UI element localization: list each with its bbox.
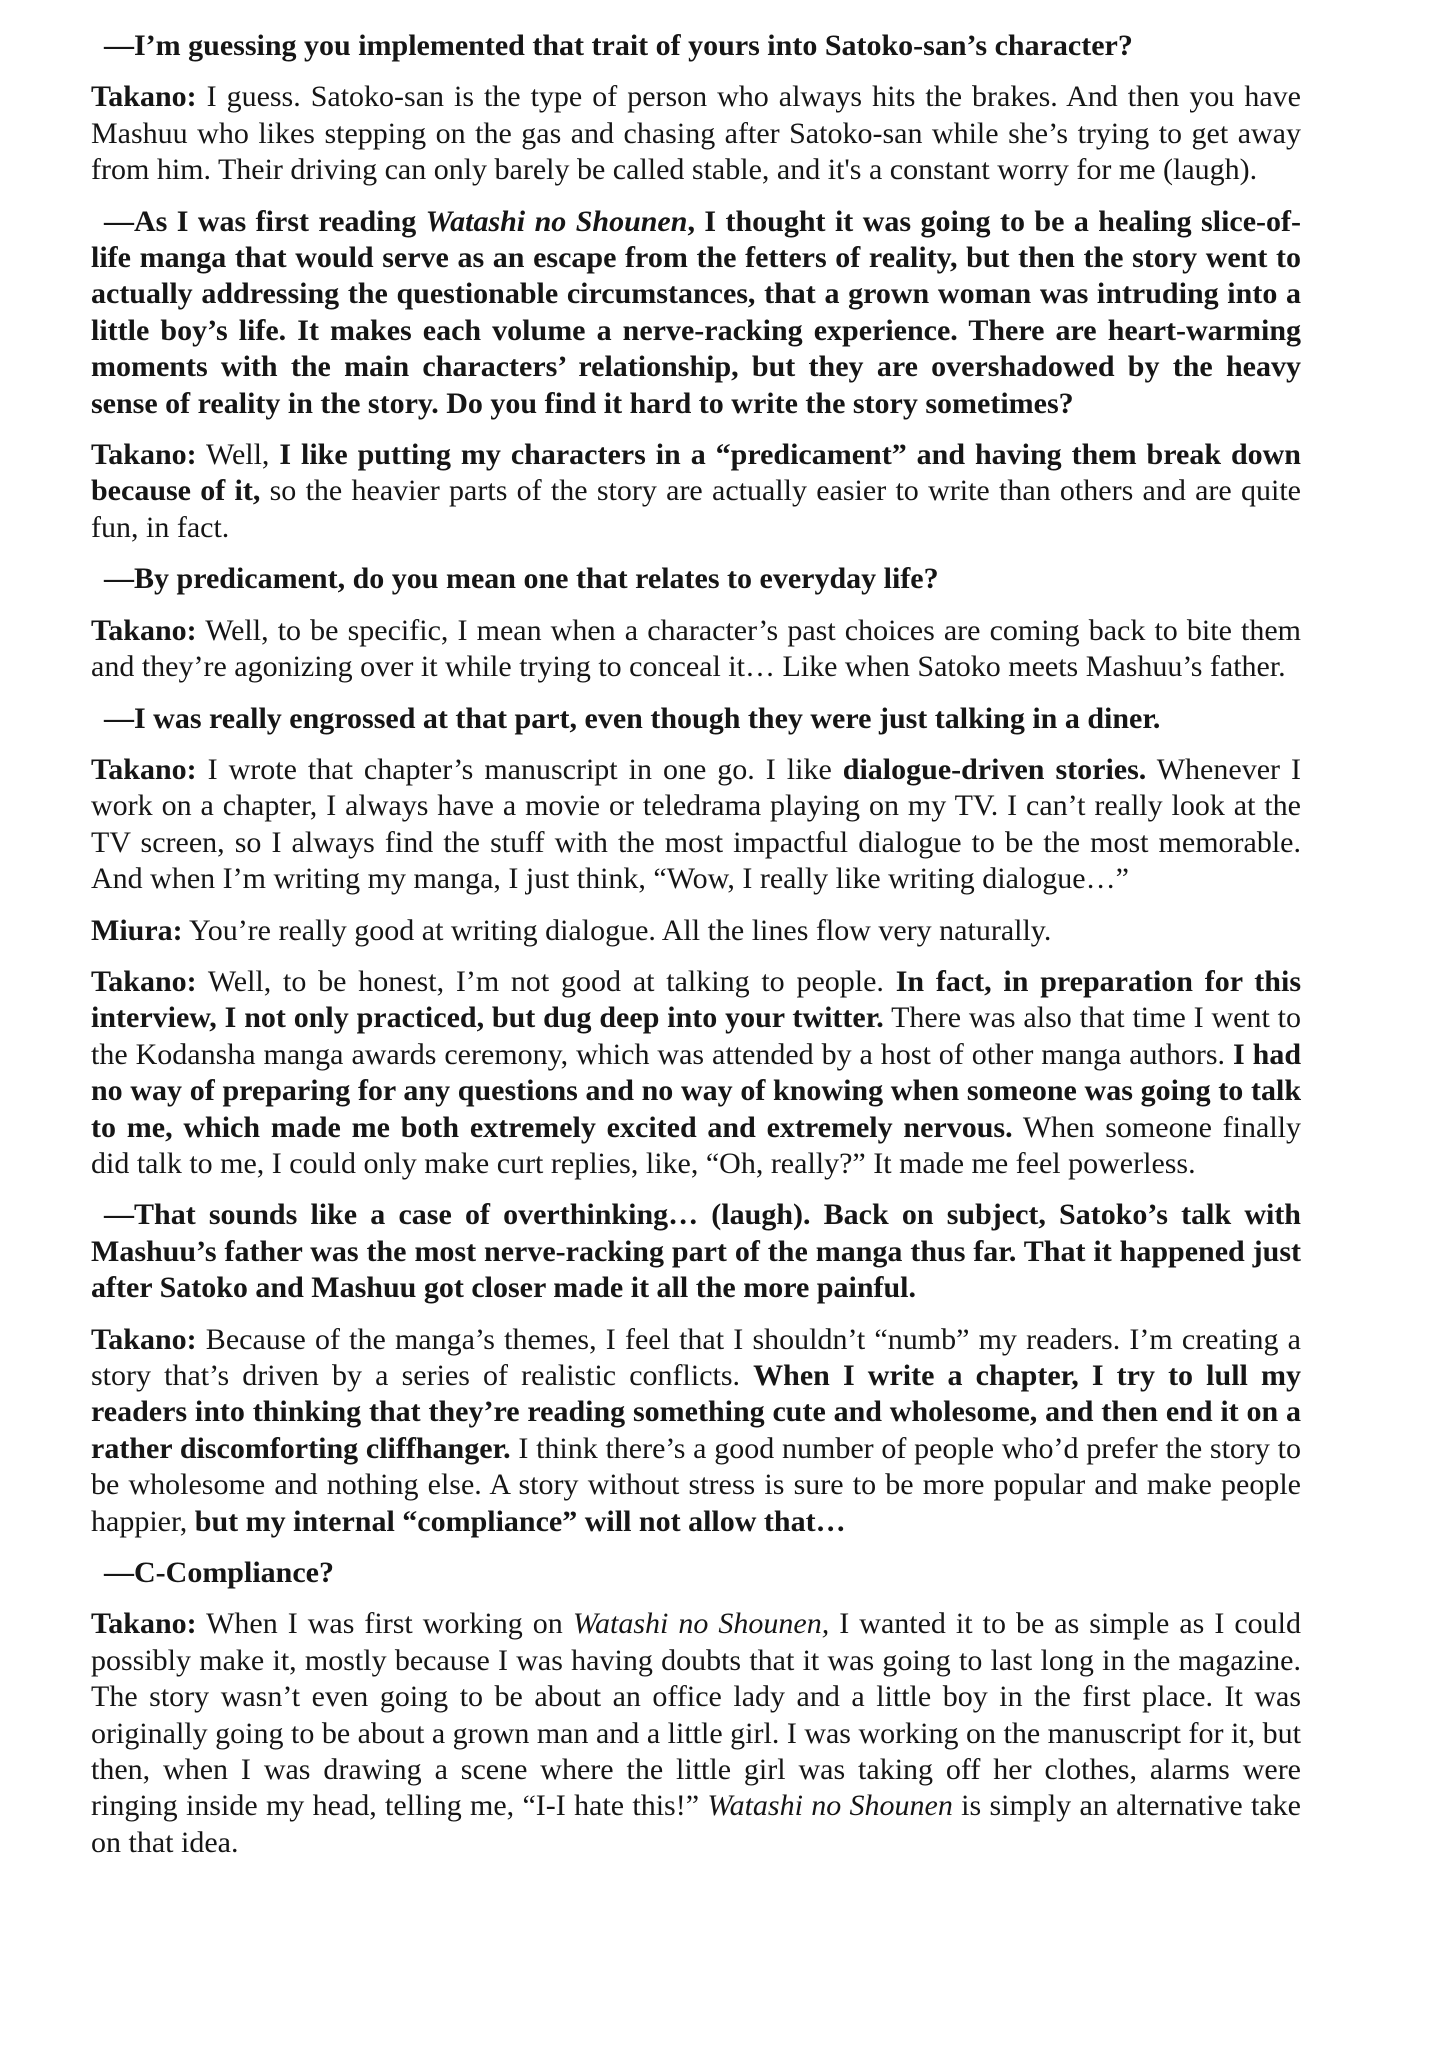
question-paragraph bbox=[91, 28, 1301, 64]
question-paragraph bbox=[91, 1197, 1301, 1306]
text-run: I had no way of preparing for any questions and no way of knowing when someone was going to talk to me, which made me both extremely excited and extremely nervous. bbox=[91, 1037, 1301, 1144]
text-run: When I write a chapter, I try to lull my readers into thinking that they’re reading something cute and wholesome, and then end it on a rather discomforting cliffhanger. bbox=[91, 1359, 1301, 1465]
speaker-label: Takano: bbox=[91, 438, 197, 472]
text-run: Whenever I work on a chapter, I always have a movie or teledrama playing on my TV. I can’t really look at the TV screen, so I always find the stuff with the most impactful dialogue to be the most memorable. And when I’m writing my manga, I just think, “Wow, I really like writing dialogue…” bbox=[91, 752, 1301, 896]
text-run: Well, to be specific, I mean when a character’s past choices are coming back to bite them and they’re agonizing over it while trying to conceal it… Like when Satoko meets Mashuu’s father. bbox=[91, 613, 1301, 684]
text-run: I think there’s a good number of people who’d prefer the story to be wholesome and nothing else. A story without stress is sure to be more popular and make people happier, bbox=[91, 1431, 1302, 1538]
text-run: —That sounds like a case of overthinking… (laugh). Back on subject, Satoko’s talk with Mashuu’s father was the most nerve-racking part of the manga thus far. That it happened just after Satoko and Mashuu got closer made it all the more painful. bbox=[91, 1198, 1301, 1305]
question-paragraph bbox=[91, 1555, 1301, 1591]
speaker-label: Takano: bbox=[91, 80, 197, 114]
question-paragraph bbox=[91, 204, 1301, 422]
text-run: dialogue-driven stories. bbox=[842, 752, 1147, 786]
text-run: I guess. Satoko-san is the type of person who always hits the brakes. And then you have Mashuu who likes stepping on the gas and chasing after Satoko-san while she’s trying to get away from him. Their driving can only barely be called stable, and it's a constant worry for me (laugh). bbox=[91, 80, 1301, 187]
answer-paragraph bbox=[91, 1606, 1301, 1861]
text-run: —C-Compliance? bbox=[104, 1556, 334, 1590]
speaker-label: Takano: bbox=[91, 964, 197, 998]
text-run: Watashi no Shounen, bbox=[572, 1607, 830, 1641]
text-run: Because of the manga’s themes, I feel that I shouldn’t “numb” my readers. I’m creating a story that’s driven by a series of realistic conflicts. bbox=[91, 1322, 1301, 1392]
question-paragraph bbox=[91, 701, 1301, 737]
answer-paragraph bbox=[91, 752, 1301, 898]
answer-paragraph bbox=[91, 913, 1301, 949]
text-run: so the heavier parts of the story are actually easier to write than others and are quite fun, in fact. bbox=[91, 474, 1301, 544]
speaker-label: Takano: bbox=[91, 752, 197, 786]
text-run: is simply an alternative take on that idea. bbox=[91, 1789, 1301, 1859]
text-run: , I thought it was going to be a healing slice-of-life manga that would serve as an escape from the fetters of reality, but then the story went to actually addressing the questionable circumstances, that a grown woman was intruding into a little boy’s life. It makes each volume a nerve-racking experience. There are heart-warming moments with the main characters’ relationship, but they are overshadowed by the heavy sense of reality in the story. Do you find it hard to write the story sometimes? bbox=[91, 204, 1302, 420]
text-run: Watashi no Shounen bbox=[707, 1789, 953, 1823]
text-run: You’re really good at writing dialogue. All the lines flow very naturally. bbox=[182, 913, 1052, 947]
text-run: I wanted it to be as simple as I could possibly make it, mostly because I was having doubts that it was going to last long in the magazine. The story wasn’t even going to be about an office lady and a little boy in the first place. It was originally going to be about a grown man and a little girl. I was working on the manuscript for it, but then, when I was drawing a scene where the little girl was taking off her clothes, alarms were ringing inside my head, telling me, “I-I hate this!” bbox=[91, 1607, 1301, 1823]
text-run: —I was really engrossed at that part, even though they were just talking in a diner. bbox=[104, 701, 1161, 735]
speaker-label: Takano: bbox=[91, 613, 197, 647]
interview-text-block bbox=[91, 28, 1301, 1876]
speaker-label: Takano: bbox=[91, 1607, 197, 1641]
text-run: I wrote that chapter’s manuscript in one go. I like bbox=[196, 752, 843, 786]
text-run: but my internal “compliance” will not allow that… bbox=[194, 1504, 846, 1538]
text-run: Well, bbox=[196, 438, 280, 472]
answer-paragraph bbox=[91, 613, 1301, 686]
speaker-label: Miura: bbox=[91, 913, 183, 947]
text-run: Well, to be honest, I’m not good at talking to people. bbox=[196, 964, 896, 998]
text-run: —As I was first reading bbox=[104, 204, 426, 238]
question-paragraph bbox=[91, 561, 1301, 597]
text-run: In fact, in preparation for this interview, I not only practiced, but dug deep into your twitter. bbox=[91, 964, 1301, 1035]
text-run: —I’m guessing you implemented that trait of yours into Satoko-san’s character? bbox=[104, 29, 1133, 62]
text-run: Watashi no Shounen bbox=[425, 204, 688, 238]
answer-paragraph bbox=[91, 79, 1301, 188]
text-run: When someone finally did talk to me, I could only make curt replies, like, “Oh, really?” It made me feel powerless. bbox=[91, 1110, 1301, 1180]
text-run: —By predicament, do you mean one that relates to everyday life? bbox=[104, 562, 939, 596]
text-run: There was also that time I went to the Kodansha manga awards ceremony, which was attended by a host of other manga authors. bbox=[91, 1001, 1301, 1071]
text-run: When I was first working on bbox=[196, 1607, 573, 1641]
answer-paragraph bbox=[91, 437, 1301, 546]
speaker-label: Takano: bbox=[91, 1322, 197, 1356]
answer-paragraph bbox=[91, 1322, 1301, 1540]
answer-paragraph bbox=[91, 964, 1301, 1182]
text-run: I like putting my characters in a “predicament” and having them break down because of it, bbox=[91, 438, 1301, 508]
